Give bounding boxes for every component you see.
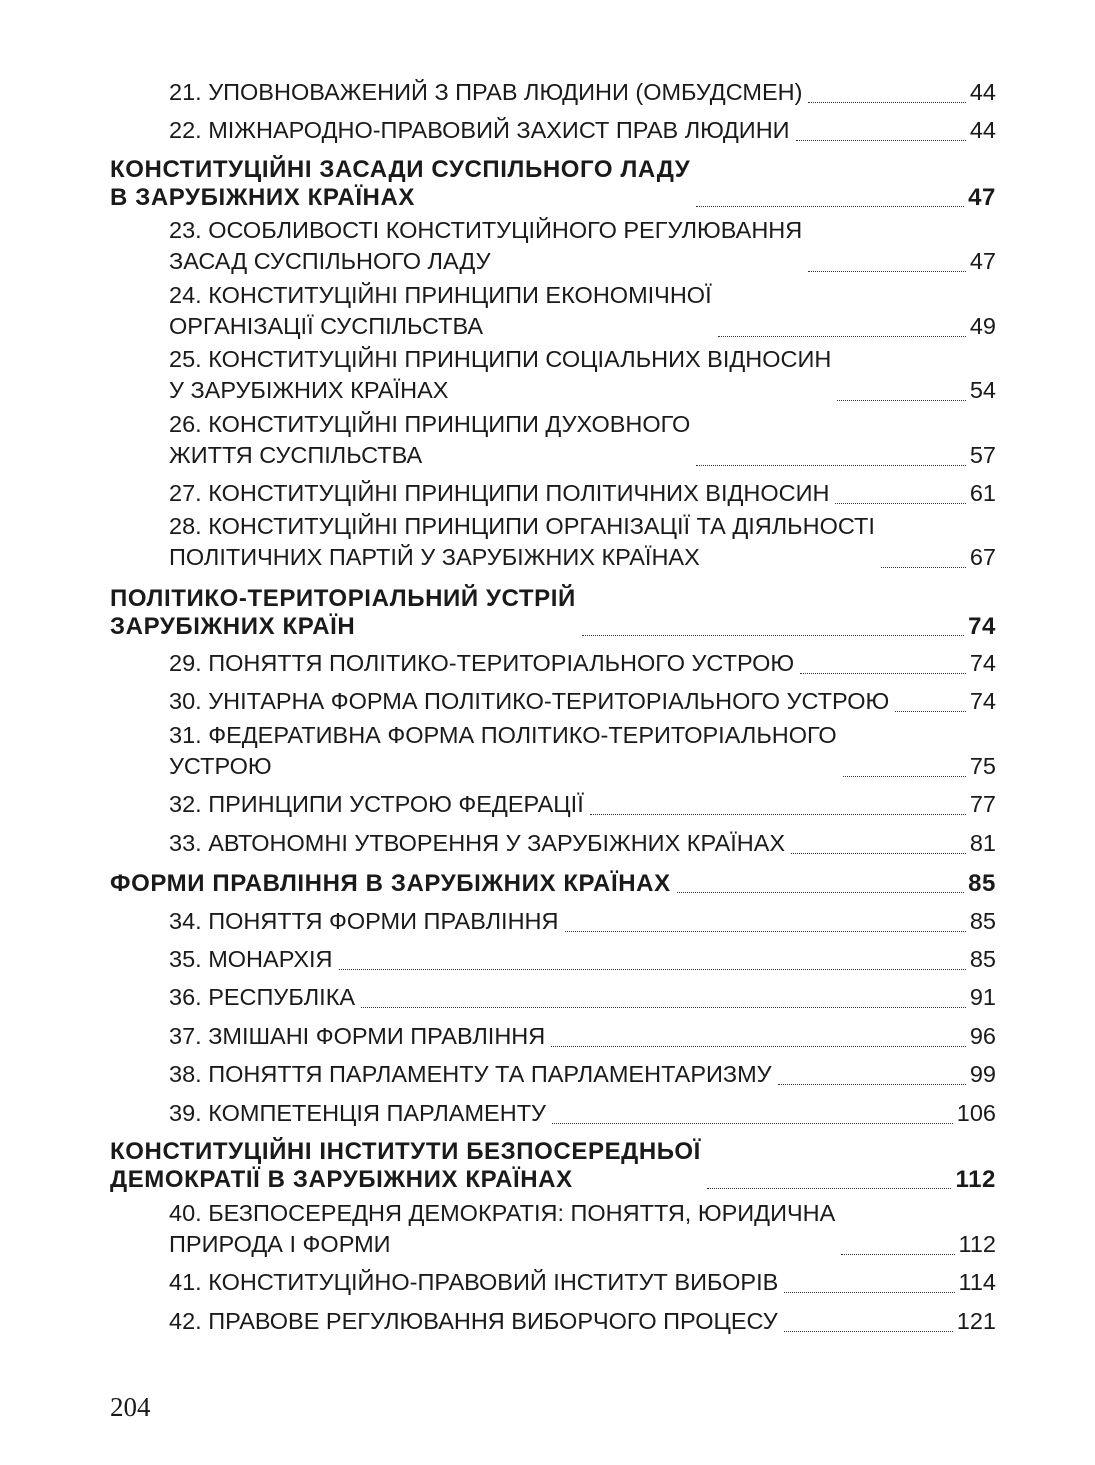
toc-title-line: 29. ПОНЯТТЯ ПОЛІТИКО-ТЕРИТОРІАЛЬНОГО УСТРОЮ [169, 650, 795, 676]
toc-page-number: 47 [968, 184, 996, 211]
dot-leader [590, 814, 966, 815]
toc-title [169, 1267, 778, 1298]
toc-title [169, 686, 889, 717]
toc-title [169, 982, 355, 1013]
toc-title-line: 23. ОСОБЛИВОСТІ КОНСТИТУЦІЙНОГО РЕГУЛЮВАННЯ [169, 217, 803, 243]
toc-title-line: 37. ЗМІШАНІ ФОРМИ ПРАВЛІННЯ [169, 1023, 546, 1049]
toc-entry [169, 1021, 996, 1052]
dot-leader [791, 853, 966, 854]
toc-title-line: КОНСТИТУЦІЙНІ ЗАСАДИ СУСПІЛЬНОГО ЛАДУ [110, 156, 691, 183]
toc-page-number: 67 [969, 544, 996, 570]
toc-entry [169, 1098, 996, 1129]
toc-page-number: 106 [956, 1100, 996, 1126]
dot-leader [837, 400, 965, 401]
toc-title [169, 1021, 545, 1052]
dot-leader [841, 1254, 954, 1255]
toc-title-line: ЗАСАД СУСПІЛЬНОГО ЛАДУ [169, 248, 491, 274]
toc-title [169, 1198, 835, 1260]
toc-entry [169, 280, 996, 342]
toc-page-number: 91 [969, 984, 996, 1010]
toc-title-line: 35. МОНАРХІЯ [169, 946, 333, 972]
dot-leader [881, 567, 966, 568]
toc-title-line: 24. КОНСТИТУЦІЙНІ ПРИНЦИПИ ЕКОНОМІЧНОЇ [169, 282, 712, 308]
toc-page-number: 74 [969, 650, 996, 676]
dot-leader [835, 503, 965, 504]
toc-entry [169, 906, 996, 937]
dot-leader [551, 1046, 966, 1047]
toc-title [169, 906, 559, 937]
toc-page-number: 85 [968, 870, 996, 897]
toc-page-number: 54 [969, 377, 996, 403]
toc-title-line: 36. РЕСПУБЛІКА [169, 984, 356, 1010]
toc-page-number: 61 [969, 480, 996, 506]
toc-entry [169, 1198, 996, 1260]
toc-entry [169, 720, 996, 782]
dot-leader [796, 140, 966, 141]
toc-entry [169, 77, 996, 108]
toc-title [169, 720, 837, 782]
dot-leader [552, 1123, 953, 1124]
toc-title [169, 1306, 778, 1337]
toc-title [169, 215, 802, 277]
toc-title-line: ПОЛІТИКО-ТЕРИТОРІАЛЬНИЙ УСТРІЙ [110, 585, 576, 612]
toc-page-number: 77 [969, 791, 996, 817]
toc-title [169, 409, 690, 471]
toc-title-line: ДЕМОКРАТІЇ В ЗАРУБІЖНИХ КРАЇНАХ [110, 1166, 573, 1193]
toc-page-number: 99 [969, 1061, 996, 1087]
toc-title-line: УСТРОЮ [169, 753, 272, 779]
dot-leader [677, 892, 964, 893]
toc-title-line: 39. КОМПЕТЕНЦІЯ ПАРЛАМЕНТУ [169, 1100, 546, 1126]
toc-page-number: 44 [969, 79, 996, 105]
dot-leader [808, 102, 965, 103]
toc-title-line: ФОРМИ ПРАВЛІННЯ В ЗАРУБІЖНИХ КРАЇНАХ [110, 870, 671, 897]
toc-title [110, 585, 576, 641]
page-number: 204 [110, 1392, 151, 1422]
toc-entry [169, 478, 996, 509]
toc-entry [169, 1059, 996, 1090]
toc-entry [169, 648, 996, 679]
toc-entry [169, 686, 996, 717]
dot-leader [565, 931, 966, 932]
toc-entry [169, 1267, 996, 1298]
toc-entry [169, 828, 996, 859]
toc-page-number: 96 [969, 1023, 996, 1049]
toc-entry [169, 344, 996, 406]
toc-title [169, 478, 829, 509]
toc-section-heading [110, 1138, 996, 1194]
dot-leader [778, 1084, 966, 1085]
toc-page-number: 112 [958, 1231, 996, 1257]
toc-title-line: 27. КОНСТИТУЦІЙНІ ПРИНЦИПИ ПОЛІТИЧНИХ ВІДНОСИН [169, 480, 830, 506]
toc-title [110, 1138, 701, 1194]
toc-title [169, 511, 875, 573]
toc-page-number: 47 [969, 248, 996, 274]
toc-page-number: 85 [969, 946, 996, 972]
dot-leader [707, 1188, 952, 1189]
toc-title [169, 789, 584, 820]
toc-title-line: ЖИТТЯ СУСПІЛЬСТВА [169, 442, 423, 468]
dot-leader [718, 336, 966, 337]
toc-entry [169, 1306, 996, 1337]
dot-leader [800, 673, 966, 674]
dot-leader [361, 1007, 966, 1008]
dot-leader [895, 711, 966, 712]
toc-title-line: 22. МІЖНАРОДНО-ПРАВОВИЙ ЗАХИСТ ПРАВ ЛЮДИНИ [169, 117, 790, 143]
toc-page-number: 114 [958, 1269, 996, 1295]
toc-section-heading [110, 156, 996, 212]
dot-leader [808, 271, 966, 272]
toc-title [169, 115, 790, 146]
toc-title-line: КОНСТИТУЦІЙНІ ІНСТИТУТИ БЕЗПОСЕРЕДНЬОЇ [110, 1138, 701, 1165]
toc-title [169, 1059, 772, 1090]
toc-title [169, 828, 785, 859]
toc-title-line: ПОЛІТИЧНИХ ПАРТІЙ У ЗАРУБІЖНИХ КРАЇНАХ [169, 544, 700, 570]
toc-title [110, 156, 690, 212]
toc-entry [169, 215, 996, 277]
toc-section-heading [110, 870, 996, 898]
toc-page-number: 81 [969, 830, 996, 856]
toc-page-number: 44 [969, 117, 996, 143]
toc-title [169, 77, 802, 108]
dot-leader [784, 1292, 954, 1293]
toc-page-number: 57 [969, 442, 996, 468]
toc-entry [169, 982, 996, 1013]
toc-page-number: 49 [969, 313, 996, 339]
toc-page-number: 74 [968, 613, 996, 640]
toc-page-number: 85 [969, 908, 996, 934]
toc-title-line: 40. БЕЗПОСЕРЕДНЯ ДЕМОКРАТІЯ: ПОНЯТТЯ, ЮРИДИЧНА [169, 1200, 836, 1226]
toc-title-line: 30. УНІТАРНА ФОРМА ПОЛІТИКО-ТЕРИТОРІАЛЬНОГО УСТРОЮ [169, 688, 890, 714]
toc-title [110, 870, 671, 898]
toc-title [169, 944, 333, 975]
toc-title-line: 41. КОНСТИТУЦІЙНО-ПРАВОВИЙ ІНСТИТУТ ВИБОРІВ [169, 1269, 779, 1295]
toc-page-number: 74 [969, 688, 996, 714]
toc-title-line: 33. АВТОНОМНІ УТВОРЕННЯ У ЗАРУБІЖНИХ КРАЇНАХ [169, 830, 786, 856]
toc-title-line: ОРГАНІЗАЦІЇ СУСПІЛЬСТВА [169, 313, 484, 339]
dot-leader [696, 465, 966, 466]
toc-title-line: 26. КОНСТИТУЦІЙНІ ПРИНЦИПИ ДУХОВНОГО [169, 411, 691, 437]
toc-title [169, 648, 794, 679]
toc-title-line: 21. УПОВНОВАЖЕНИЙ З ПРАВ ЛЮДИНИ (ОМБУДСМЕН) [169, 79, 803, 105]
dot-leader [784, 1331, 953, 1332]
toc-title-line: В ЗАРУБІЖНИХ КРАЇНАХ [110, 184, 416, 211]
toc-entry [169, 944, 996, 975]
dot-leader [339, 969, 966, 970]
dot-leader [843, 776, 966, 777]
toc-title [169, 280, 712, 342]
toc-page-number: 121 [956, 1308, 996, 1334]
toc-entry [169, 409, 996, 471]
toc-title-line: 42. ПРАВОВЕ РЕГУЛЮВАННЯ ВИБОРЧОГО ПРОЦЕСУ [169, 1308, 778, 1334]
toc-title [169, 1098, 546, 1129]
toc-title-line: У ЗАРУБІЖНИХ КРАЇНАХ [169, 377, 449, 403]
toc-title-line: 31. ФЕДЕРАТИВНА ФОРМА ПОЛІТИКО-ТЕРИТОРІАЛЬНОГО [169, 722, 837, 748]
toc-section-heading [110, 585, 996, 641]
toc-title-line: 28. КОНСТИТУЦІЙНІ ПРИНЦИПИ ОРГАНІЗАЦІЇ ТА ДІЯЛЬНОСТІ [169, 513, 875, 539]
toc-entry [169, 511, 996, 573]
toc-title-line: 38. ПОНЯТТЯ ПАРЛАМЕНТУ ТА ПАРЛАМЕНТАРИЗМУ [169, 1061, 772, 1087]
toc-title-line: ЗАРУБІЖНИХ КРАЇН [110, 613, 356, 640]
dot-leader [696, 206, 964, 207]
toc-title-line: ПРИРОДА І ФОРМИ [169, 1231, 391, 1257]
toc-title-line: 32. ПРИНЦИПИ УСТРОЮ ФЕДЕРАЦІЇ [169, 791, 584, 817]
toc-entry [169, 789, 996, 820]
toc-title-line: 34. ПОНЯТТЯ ФОРМИ ПРАВЛІННЯ [169, 908, 559, 934]
toc-entry [169, 115, 996, 146]
toc-title [169, 344, 831, 406]
toc-title-line: 25. КОНСТИТУЦІЙНІ ПРИНЦИПИ СОЦІАЛЬНИХ ВІДНОСИН [169, 346, 832, 372]
toc-page-number: 112 [955, 1166, 996, 1193]
dot-leader [582, 635, 964, 636]
toc-page-number: 75 [969, 753, 996, 779]
